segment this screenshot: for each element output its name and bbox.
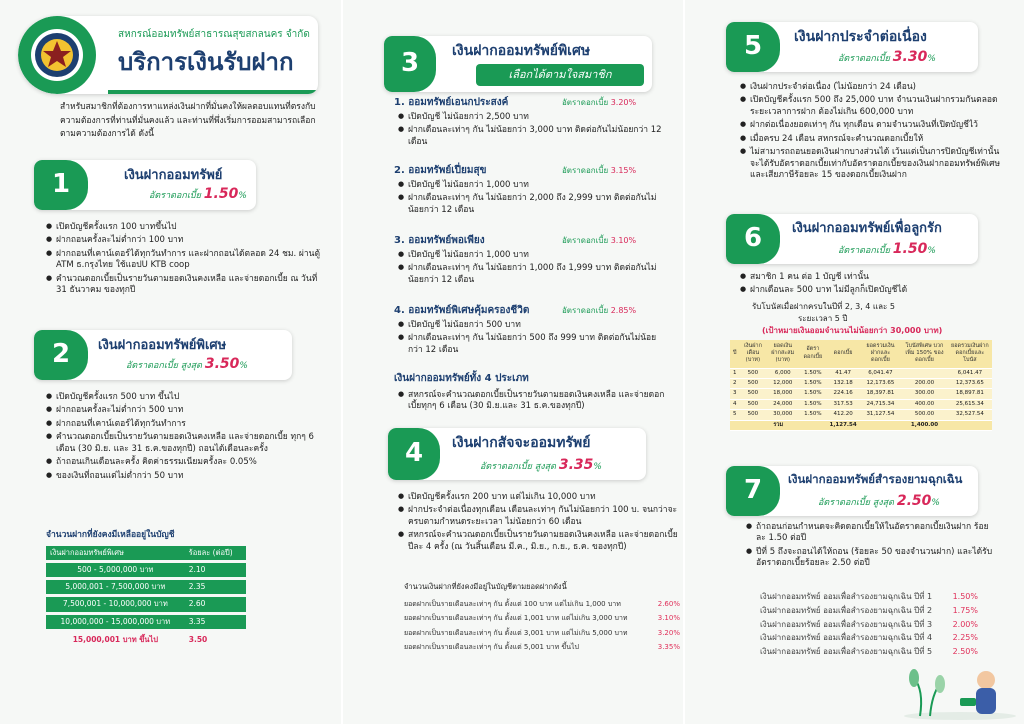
section-7-rate: อัตราดอกเบี้ย สูงสุด 2.50% — [818, 493, 940, 509]
section-1-title: เงินฝากออมทรัพย์ — [124, 168, 223, 183]
table-cell: 31,127.54 — [860, 410, 902, 420]
table-cell: 224.16 — [827, 389, 860, 399]
section-6-period: ระยะเวลา 5 ปี — [798, 314, 848, 323]
list-item: ● ฝากเดือนละเท่าๆ กัน ไม่น้อยกว่า 1,000 ถึง 1,999 บาท ติดต่อกันไม่น้อยกว่า 12 เดือน — [398, 263, 668, 286]
table-cell: 1.50% — [799, 368, 826, 378]
table-cell: 2 — [730, 378, 740, 388]
org-name: สหกรณ์ออมทรัพย์สาธารณสุขสกลนคร จำกัด — [118, 29, 310, 40]
tier-row: ยอดฝากเป็นรายเดือนละเท่าๆ กัน ตั้งแต่ 1,001 บาท แต่ไม่เกิน 3,000 บาท 3.10% — [404, 614, 680, 623]
table-cell: 5,000,001 - 7,500,000 บาท — [46, 580, 185, 594]
table-cell: 24,715.34 — [860, 399, 902, 409]
table-cell: 6,041.47 — [860, 368, 902, 378]
table-cell: 15,000,001 บาท ขึ้นไป — [72, 634, 159, 644]
list-item: ● ฝากเดือนละเท่าๆ กัน ไม่น้อยกว่า 3,000 บาท ติดต่อกันไม่น้อยกว่า 12 เดือน — [398, 125, 668, 148]
section-6-title: เงินฝากออมทรัพย์เพื่อลูกรัก — [792, 221, 942, 236]
section-6-goal: (เป้าหมายเงินออมจำนวนไม่น้อยกว่า 30,000 บาท) — [762, 326, 943, 335]
table-cell: 1,127.54 — [827, 420, 860, 430]
sub-title: 2. ออมทรัพย์เปี่ยมสุข — [394, 165, 487, 176]
list-item: ● ถ้าถอนเกินเดือนละครั้ง คิดค่าธรรมเนียมครั้งละ 0.05% — [46, 457, 331, 468]
panel-divider — [683, 0, 685, 724]
list-item: ● เปิดบัญชีครั้งแรก 500 ถึง 25,000 บาท จำนวนเงินฝากรวมกันตลอดระยะเวลาการฝาก ต้องไม่เกิน 600,000 บาท — [740, 95, 1010, 118]
list-item: ● เปิดบัญชีครั้งแรก 200 บาท แต่ไม่เกิน 10,000 บาท — [398, 492, 678, 503]
table-cell: 3.35 — [185, 615, 246, 629]
table-cell: 12,173.65 — [860, 378, 902, 388]
table-cell: 500.00 — [901, 410, 947, 420]
table-cell: 1.50% — [799, 410, 826, 420]
list-item: ● ถ้าถอนก่อนกำหนดจะคิดดอกเบี้ยให้ในอัตราดอกเบี้ยเงินฝาก ร้อยละ 1.50 ต่อปี — [746, 522, 996, 545]
section-5-list — [740, 82, 1010, 184]
sub-rate: อัตราดอกเบี้ย 3.15% — [562, 166, 637, 175]
list-item: ● ฝากเดือนละเท่าๆ กัน ไม่น้อยกว่า 2,000 ถึง 2,999 บาท ติดต่อกันไม่น้อยกว่า 12 เดือน — [398, 193, 668, 216]
section-3-note — [398, 390, 668, 415]
table-cell: 18,397.81 — [860, 389, 902, 399]
tier-row: ยอดฝากเป็นรายเดือนละเท่าๆ กัน ตั้งแต่ 5,001 บาท ขึ้นไป 3.35% — [404, 643, 680, 652]
table-row — [730, 389, 992, 399]
section-1-header — [34, 160, 256, 210]
section-6-number: 6 — [726, 214, 780, 264]
table-header-cell: โบนัสพิเศษ บวกเพิ่ม 150% ของดอกเบี้ย — [901, 340, 947, 368]
sub-title: 1. ออมทรัพย์เอนกประสงค์ — [394, 97, 509, 108]
table-row — [46, 597, 246, 611]
table-cell: 3.50 — [188, 634, 208, 644]
section-4-rate: อัตราดอกเบี้ย สูงสุด 3.35% — [480, 457, 602, 473]
section-1-rate: อัตราดอกเบี้ย 1.50% — [149, 186, 247, 202]
table-cell: 24,000 — [766, 399, 799, 409]
table-cell: 7,500,001 - 10,000,000 บาท — [46, 597, 185, 611]
table-cell: 4 — [730, 399, 740, 409]
section-6-bonus: รับโบนัสเมื่อฝากครบในปีที่ 2, 3, 4 และ 5 — [752, 302, 895, 311]
table-cell: 500 — [740, 378, 767, 388]
table-header-cell: ยอดรวมเงินฝากดอกเบี้ยและโบนัส — [948, 340, 992, 368]
list-item: ● เปิดบัญชี ไม่น้อยกว่า 2,500 บาท — [398, 112, 668, 123]
list-item: ● ฝากเดือนละเท่าๆ กัน ไม่น้อยกว่า 500 ถึง 999 บาท ติดต่อกันไม่น้อยกว่า 12 เดือน — [398, 333, 668, 356]
sub-list — [398, 112, 668, 150]
sub-title: 3. ออมทรัพย์พอเพียง — [394, 235, 485, 246]
section-2-title: เงินฝากออมทรัพย์พิเศษ — [98, 338, 227, 353]
table-cell: 1.50% — [799, 378, 826, 388]
table-header-row — [46, 546, 246, 560]
list-item: ● เปิดบัญชีครั้งแรก 100 บาทขึ้นไป — [46, 222, 326, 233]
table-cell: 500 — [740, 399, 767, 409]
table-cell: 30,000 — [766, 410, 799, 420]
table-cell: 12,373.65 — [948, 378, 992, 388]
sub-rate: อัตราดอกเบี้ย 2.85% — [562, 306, 637, 315]
table-cell: 41.47 — [827, 368, 860, 378]
logo-badge — [18, 16, 96, 94]
table-cell: 412.20 — [827, 410, 860, 420]
table-header-cell: อัตราดอกเบี้ย — [799, 340, 826, 368]
tier-row: ยอดฝากเป็นรายเดือนละเท่าๆ กัน ตั้งแต่ 3,001 บาท แต่ไม่เกิน 5,000 บาท 3.20% — [404, 628, 680, 637]
list-item: ● ฝากถอนที่เคาน์เตอร์ได้ทุกวันทำการ — [46, 419, 331, 430]
section-6-rate: อัตราดอกเบี้ย 1.50% — [838, 241, 936, 257]
table-header-cell: เงินฝากออมทรัพย์พิเศษ — [46, 546, 185, 560]
list-item: ● ฝากประจำต่อเนื่องทุกเดือน เดือนละเท่าๆ กันไม่น้อยกว่า 100 บ. จนกว่าจะครบตามกำหนดระยะเวลา ไม่น้อยกว่า 60 เดือน — [398, 505, 678, 528]
table-row — [730, 410, 992, 420]
table-header-cell: ยอดเงินฝากสะสม (บาท) — [766, 340, 799, 368]
section-3-note-title: เงินฝากออมทรัพย์ทั้ง 4 ประเภท — [394, 373, 529, 384]
section-7-number: 7 — [726, 466, 780, 516]
section-2-header — [34, 330, 292, 380]
section-2-table-title: จำนวนฝากที่ยังคงมีเหลืออยู่ในบัญชี — [46, 530, 175, 540]
panel-divider — [341, 0, 343, 724]
section-7-header — [726, 466, 978, 516]
table-cell: 500 — [740, 368, 767, 378]
list-item: ● เปิดบัญชี ไม่น้อยกว่า 1,000 บาท — [398, 250, 668, 261]
table-cell: 18,000 — [766, 389, 799, 399]
table-row — [46, 629, 246, 647]
table-cell: 1.50% — [799, 399, 826, 409]
table-cell: 3 — [730, 389, 740, 399]
table-cell: 1,400.00 — [901, 420, 947, 430]
list-item: ● ฝากถอนครั้งละไม่ต่ำกว่า 500 บาท — [46, 405, 331, 416]
table-row — [730, 378, 992, 388]
table-cell: 32,527.54 — [948, 410, 992, 420]
list-item: ● ของเงินที่ถอนแต่ไม่ต่ำกว่า 50 บาท — [46, 471, 331, 482]
list-item: ● ปีที่ 5 ถึงจะถอนได้ให้ถอน (ร้อยละ 50 ของจำนวนฝาก) และได้รับอัตราดอกเบี้ยร้อยละ 2.50 ต่อปี — [746, 547, 996, 570]
sub-rate: อัตราดอกเบี้ย 3.20% — [562, 98, 637, 107]
section-3-header — [384, 36, 652, 92]
table-row — [46, 580, 246, 594]
table-cell: 2.60 — [185, 597, 246, 611]
table-cell: 500 - 5,000,000 บาท — [46, 563, 185, 577]
table-row — [46, 615, 246, 629]
main-header — [18, 16, 318, 94]
table-cell: 1.50% — [799, 389, 826, 399]
table-cell: 10,000,000 - 15,000,000 บาท — [46, 615, 185, 629]
table-cell: 400.00 — [901, 399, 947, 409]
table-cell: 200.00 — [901, 378, 947, 388]
section-4-header — [388, 428, 646, 480]
table-cell: 300.00 — [901, 389, 947, 399]
section-7-title: เงินฝากออมทรัพย์สำรองยามฉุกเฉิน — [788, 472, 963, 486]
section-4-title: เงินฝากสัจจะออมทรัพย์ — [452, 435, 591, 451]
table-cell: 5 — [730, 410, 740, 420]
table-cell: 2.10 — [185, 563, 246, 577]
table-cell: 1 — [730, 368, 740, 378]
section-1-number: 1 — [34, 160, 88, 210]
section-2-rate-table — [46, 546, 246, 647]
table-cell: 2.35 — [185, 580, 246, 594]
section-5-title: เงินฝากประจำต่อเนื่อง — [794, 29, 927, 45]
list-item: ● ฝากต่อเนื่องยอดเท่าๆ กัน ทุกเดือน ตามจำนวนเงินที่เปิดบัญชีไว้ — [740, 120, 1010, 131]
table-cell: 6,041.47 — [948, 368, 992, 378]
section-2-number: 2 — [34, 330, 88, 380]
section-2-list — [46, 392, 331, 484]
section-5-rate: อัตราดอกเบี้ย 3.30% — [838, 49, 936, 65]
section-4-number: 4 — [388, 428, 440, 480]
section-3-subtitle: เลือกได้ตามใจสมาชิก — [476, 64, 644, 86]
list-item: ● เงินฝากประจำต่อเนื่อง (ไม่น้อยกว่า 24 เดือน) — [740, 82, 1010, 93]
list-item: ● คำนวณดอกเบี้ยเป็นรายวันตามยอดเงินคงเหลือ และจ่ายดอกเบี้ย ณ วันที่ 31 ธันวาคม ของทุกปี — [46, 274, 326, 297]
table-header-row — [730, 340, 992, 368]
tier-row: ยอดฝากเป็นรายเดือนละเท่าๆ กัน ตั้งแต่ 100 บาท แต่ไม่เกิน 1,000 บาท 2.60% — [404, 600, 680, 608]
section-4-list — [398, 492, 678, 555]
table-row — [730, 368, 992, 378]
page-title: บริการเงินรับฝาก — [118, 48, 294, 76]
year-row: เงินฝากออมทรัพย์ ออมเพื่อสำรองยามฉุกเฉิน ปีที่ 5 2.50% — [760, 647, 978, 657]
table-cell: 132.18 — [827, 378, 860, 388]
year-row: เงินฝากออมทรัพย์ ออมเพื่อสำรองยามฉุกเฉิน ปีที่ 4 2.25% — [760, 633, 978, 643]
year-row: เงินฝากออมทรัพย์ ออมเพื่อสำรองยามฉุกเฉิน ปีที่ 2 1.75% — [760, 605, 978, 615]
section-1-list — [46, 222, 326, 299]
year-row: เงินฝากออมทรัพย์ ออมเพื่อสำรองยามฉุกเฉิน ปีที่ 3 2.00% — [760, 619, 978, 629]
section-6-header — [726, 214, 978, 264]
table-cell: รวม — [730, 420, 827, 430]
list-item: ● เปิดบัญชี ไม่น้อยกว่า 1,000 บาท — [398, 180, 668, 191]
list-item: ● สหกรณ์จะคำนวณดอกเบี้ยเป็นรายวันตามยอดเงินคงเหลือ และจ่ายดอกเบี้ยปีละ 4 ครั้ง (ณ วันสิ้นเดือน มี.ค., มิ.ย., ก.ย., ธ.ค. ของทุกปี) — [398, 530, 678, 553]
table-row — [730, 399, 992, 409]
table-header-cell: ปี — [730, 340, 740, 368]
table-cell: 18,897.81 — [948, 389, 992, 399]
sub-list — [398, 320, 668, 358]
table-row — [46, 563, 246, 577]
table-header-cell: ดอกเบี้ย — [827, 340, 860, 368]
section-5-number: 5 — [726, 22, 780, 72]
table-cell: 6,000 — [766, 368, 799, 378]
table-cell — [901, 368, 947, 378]
coop-logo-icon — [29, 27, 85, 83]
section-5-header — [726, 22, 978, 72]
list-item: ● ฝากเดือนละ 500 บาท ไม่มีลูกก็เปิดบัญชีได้ — [740, 285, 1000, 296]
list-item: ● สมาชิก 1 คน ต่อ 1 บัญชี เท่านั้น — [740, 272, 1000, 283]
list-item: ● สหกรณ์จะคำนวณดอกเบี้ยเป็นรายวันตามยอดเงินคงเหลือ และจ่ายดอกเบี้ยทุกๆ 6 เดือน (30 มิ.ย.และ 31 ธ.ค.ของทุกปี) — [398, 390, 668, 413]
sub-rate: อัตราดอกเบี้ย 3.10% — [562, 236, 637, 245]
list-item: ● ฝากถอนครั้งละไม่ต่ำกว่า 100 บาท — [46, 235, 326, 246]
table-total-row — [730, 420, 992, 430]
list-item: ● ไม่สามารถถอนยอดเงินฝากบางส่วนได้ เว้นแต่เป็นการปิดบัญชีเท่านั้น จะได้รับอัตราดอกเบี้ยเท่ากับอัตราดอกเบี้ยของเงินฝากออมทรัพย์พิเศษ และเสียภาษีร้อยละ 15 ของดอกเบี้ยเงินฝาก — [740, 147, 1010, 181]
section-6-savings-table — [730, 340, 992, 431]
sub-list — [398, 250, 668, 288]
section-6-list — [740, 272, 1000, 299]
table-cell: 12,000 — [766, 378, 799, 388]
list-item: ● ฝากถอนที่เคาน์เตอร์ได้ทุกวันทำการ และฝากถอนได้ตลอด 24 ชม. ผ่านตู้ ATM ธ.กรุงไทย ใช้แอปU KTB coop — [46, 249, 326, 272]
section-3-number: 3 — [384, 36, 436, 92]
header-accent-bar — [108, 90, 318, 94]
table-header-cell: ร้อยละ (ต่อปี) — [185, 546, 246, 560]
section-2-rate: อัตราดอกเบี้ย สูงสุด 3.50% — [126, 356, 248, 372]
list-item: ● เมื่อครบ 24 เดือน สหกรณ์จะคำนวณดอกเบี้ยให้ — [740, 134, 1010, 145]
list-item: ● เปิดบัญชีครั้งแรก 500 บาท ขึ้นไป — [46, 392, 331, 403]
table-cell: 317.53 — [827, 399, 860, 409]
section-4-tier-title: จำนวนเงินฝากที่ยังคงมีอยู่ในบัญชีตามยอดฝากดังนี้ — [404, 582, 567, 591]
table-cell: 25,615.34 — [948, 399, 992, 409]
plant-illustration-icon — [900, 650, 1018, 720]
table-header-cell: เงินฝากเดือน (บาท) — [740, 340, 767, 368]
section-4-tier-list — [404, 600, 680, 658]
table-cell: 500 — [740, 410, 767, 420]
table-cell: 500 — [740, 389, 767, 399]
sub-title: 4. ออมทรัพย์พิเศษคุ้มครองชีวิต — [394, 305, 530, 316]
sub-list — [398, 180, 668, 218]
list-item: ● เปิดบัญชี ไม่น้อยกว่า 500 บาท — [398, 320, 668, 331]
section-7-list — [746, 522, 996, 572]
intro-text: สำหรับสมาชิกที่ต้องการหาแหล่งเงินฝากที่มั่นคงให้ผลตอบแทนที่ตรงกับความต้องการที่ท่านที่มั่นคงแล้ว และท่านที่พึ่งเริ่มการออมสามารถเลือกตามความต้องการได้ ดังนี้ — [60, 102, 316, 140]
list-item: ● คำนวณดอกเบี้ยเป็นรายวันตามยอดเงินคงเหลือ และจ่ายดอกเบี้ย ทุกๆ 6 เดือน (30 มิ.ย. และ 31 ธ.ค.ของทุกปี) ถอนได้เดือนละครั้ง — [46, 432, 331, 455]
table-header-cell: ยอดรวมเงินฝากและดอกเบี้ย — [860, 340, 902, 368]
section-3-title: เงินฝากออมทรัพย์พิเศษ — [452, 43, 591, 59]
year-row: เงินฝากออมทรัพย์ ออมเพื่อสำรองยามฉุกเฉิน ปีที่ 1 1.50% — [760, 592, 978, 601]
